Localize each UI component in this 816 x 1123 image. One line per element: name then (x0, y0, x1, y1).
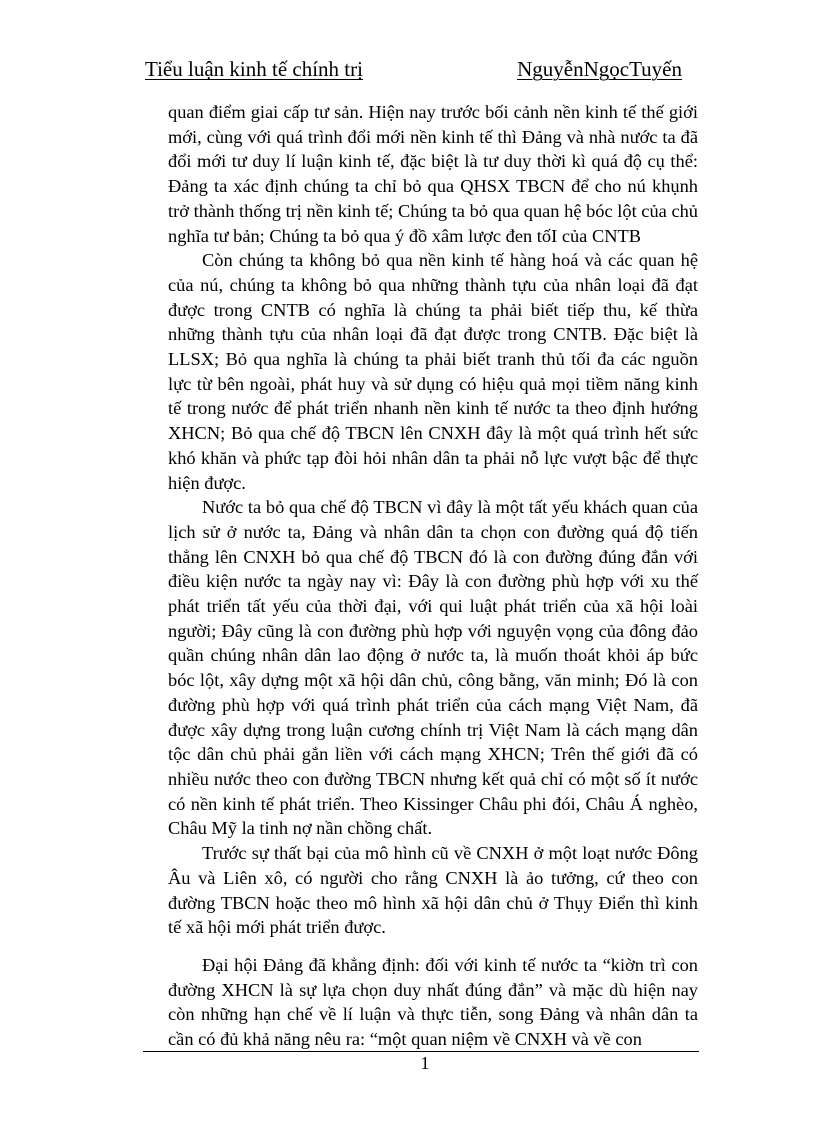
document-body (168, 100, 698, 1052)
page-number: 1 (420, 1053, 430, 1073)
paragraph-5: Đại hội Đảng đã khẳng định: đối với kinh tế nước ta “kiờn trì con đường XHCN là sự lựa chọn duy nhất đúng đắn” và mặc dù hiện nay còn những hạn chế về lí luận và thực tiễn, song Đảng và nhân dân ta cần có đủ khả năng nêu ra: “một quan niệm về CNXH và về con (168, 954, 698, 1050)
header-author: NguyễnNgọcTuyến (517, 57, 682, 81)
paragraph-2: Còn chúng ta không bỏ qua nền kinh tế hàng hoá và các quan hệ của nú, chúng ta không bỏ qua những thành tựu của nhân loại đã đạt được trong CNTB có nghĩa là chúng ta phải biết tiếp thu, kế thừa những thành tựu của nhân loại đã đạt được trong CNTB. Đặc biệt là LLSX; Bỏ qua nghĩa là chúng ta phải biết tranh thủ tối đa các nguồn lực từ bên ngoài, phát huy và sử dụng có hiệu quả mọi tiềm năng kinh tế trong nước để phát triển nhanh nền kinh tế nước ta theo định hướng XHCN; Bỏ qua chế độ TBCN lên CNXH đây là một quá trình hết sức khó khăn và phức tạp đòi hỏi nhân dân ta phải nỗ lực vượt bậc để thực hiện được. (168, 250, 698, 493)
page-header (145, 50, 682, 82)
paragraph-1: quan điểm giai cấp tư sản. Hiện nay trước bối cảnh nền kinh tế thế giới mới, cùng với quá trình đổi mới nền kinh tế thì Đảng và nhà nước ta đã đổi mới tư duy lí luận kinh tế, đặc biệt là tư duy thời kì quá độ cụ thể: Đảng ta xác định chúng ta chỉ bỏ qua QHSX TBCN để cho nú khụnh trở thành thống trị nền kinh tế; Chúng ta bỏ qua quan hệ bóc lột của chủ nghĩa tư bản; Chúng ta bỏ qua ý đồ xâm lược đen tốI của CNTB (168, 102, 698, 246)
header-title: Tiểu luận kinh tế chính trị (145, 57, 363, 81)
paragraph-4: Trước sự thất bại của mô hình cũ về CNXH ở một loạt nước Đông Âu và Liên xô, có người cho rằng CNXH là ảo tưởng, cứ theo con đường TBCN hoặc theo mô hình xã hội dân chủ ở Thụy Điển thì kinh tế xã hội mới phát triển được. (168, 843, 698, 938)
footer-divider (143, 1051, 699, 1052)
paragraph-3: Nước ta bỏ qua chế độ TBCN vì đây là một tất yếu khách quan của lịch sử ở nước ta, Đảng và nhân dân ta chọn con đường quá độ tiến thẳng lên CNXH bỏ qua chế độ TBCN đó là con đường đúng đắn với điều kiện nước ta ngày nay vì: Đây là con đường phù hợp với xu thế phát triển tất yếu của thời đại, với qui luật phát triển của xã hội loài người; Đây cũng là con đường phù hợp với nguyện vọng của đông đảo quần chúng nhân dân lao động ở nước ta, là muốn thoát khỏi áp bức bóc lột, xây dựng một xã hội dân chủ, công bằng, văn minh; Đó là con đường phù hợp với quá trình phát triển của cách mạng Việt Nam, đã được xây dựng trong luận cương chính trị Việt Nam là cách mạng dân tộc dân chủ phải gắn liền với cách mạng XHCN; Trên thế giới đã có nhiều nước theo con đường TBCN nhưng kết quả chỉ có một số ít nước có nền kinh tế phát triển. Theo Kissinger Châu phi đói, Châu Á nghèo, Châu Mỹ la tinh nợ nần chồng chất. (168, 497, 698, 839)
